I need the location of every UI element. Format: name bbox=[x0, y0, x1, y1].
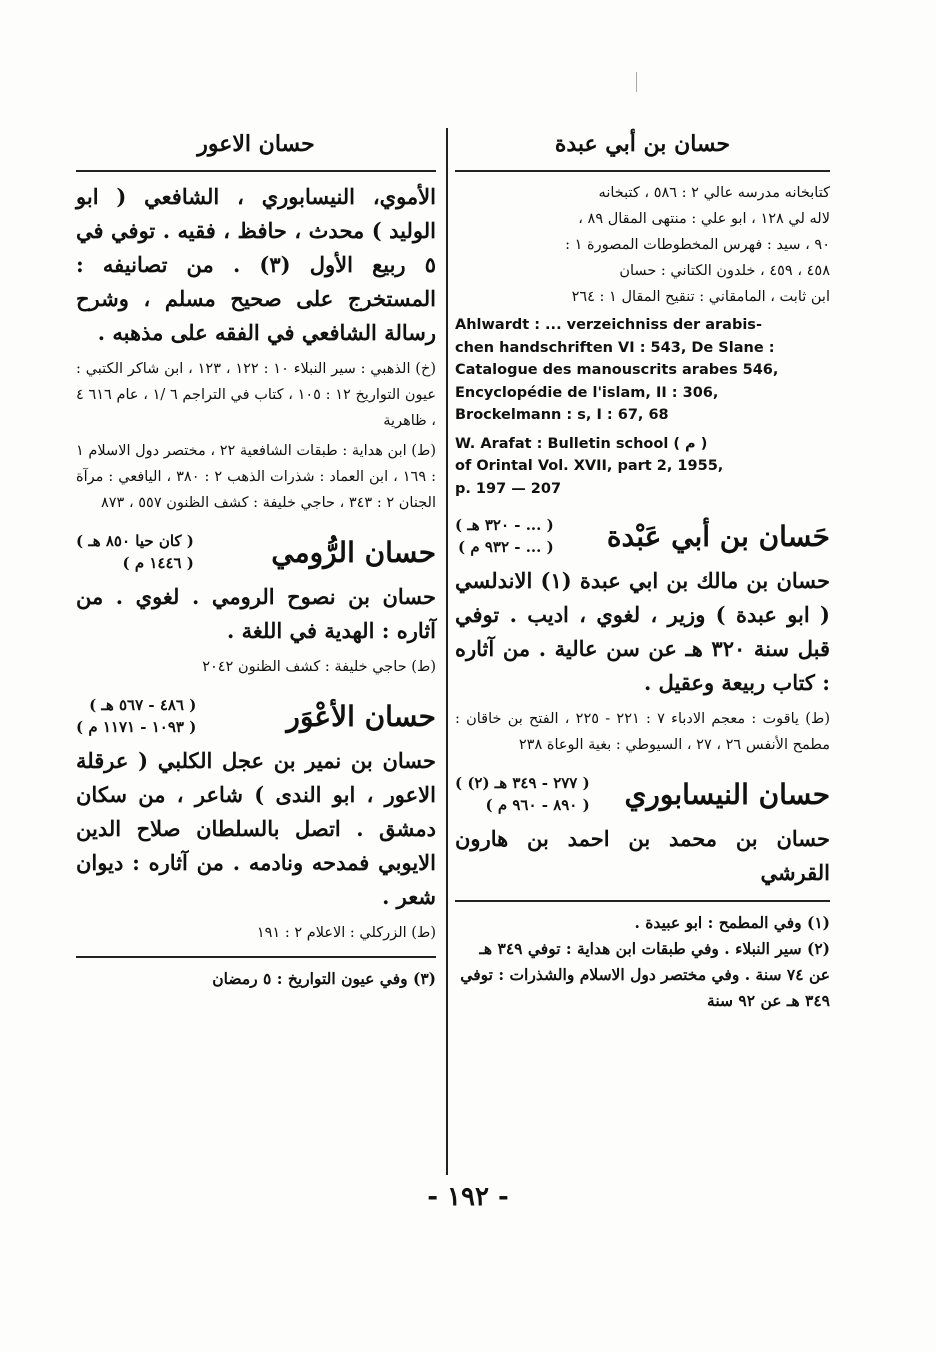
latin-ref-line: Encyclopédie de l'islam, II : 306, bbox=[455, 384, 719, 401]
footnote-rule bbox=[455, 900, 830, 902]
gregorian-dates: ( ١٠٩٣ - ١١٧١ م ) bbox=[76, 718, 197, 736]
latin-references bbox=[455, 314, 830, 427]
entry-heading bbox=[76, 530, 436, 574]
latin-ref-line: chen handschriften VI : 543, De Slane : bbox=[455, 339, 775, 356]
column-divider bbox=[446, 128, 448, 1175]
latin-ref-line: Brockelmann : s, I : 67, 68 bbox=[455, 407, 669, 423]
entry-body: حسان بن محمد بن احمد بن هارون القرشي bbox=[455, 826, 830, 885]
ref-line: ٤٥٨ ، ٤٥٩ ، خلدون الكتاني : حسان bbox=[619, 263, 830, 279]
scan-mark bbox=[636, 72, 637, 92]
entry-dates bbox=[455, 514, 554, 558]
continuation-body: الأموي، النيسابوري ، الشافعي ( ابو الوليد ) محدث ، حافظ ، فقيه . توفي في ٥ ربيع الأول (٣) . من تصانيفه : المستخرج على صحيح مسلم ، وشرح رسالة الشافعي في الفقه على مذهبه . bbox=[76, 184, 436, 345]
references: (خ) الذهبي : سير النبلاء ١٠ : ١٢٢ ، ١٢٣ ، ابن شاكر الكتبي : عيون التواريخ ١٢ : ١٠٥ ، كتاب في التراجم ٦ /١ ، عام ٦١٦ ٤ ، ظاهرية bbox=[76, 361, 437, 429]
ref-line: ابن ثابت ، المامقاني : تنقيح المقال ١ : ٢٦٤ bbox=[571, 289, 830, 305]
entry-body: حسان بن نمير بن عجل الكلبي ( عرقلة الاعور ، ابو الندى ) شاعر ، من سكان دمشق . اتصل بالسلطان صلاح الدين الايوبي فمدحه ونادمه . من آثاره : ديوان شعر . bbox=[76, 748, 436, 909]
footnote: (٣) وفي عيون التواريخ : ٥ رمضان bbox=[212, 969, 436, 988]
entry-name: حسان النيسابوري bbox=[624, 777, 830, 811]
right-column bbox=[455, 118, 830, 1014]
footnote-rule bbox=[76, 956, 436, 958]
latin-references-2 bbox=[455, 433, 830, 501]
latin-ref-line: Catalogue des manouscrits arabes 546, bbox=[455, 362, 779, 378]
entry-references: (ط) ياقوت : معجم الادباء ٧ : ٢٢١ - ٢٢٥ ، الفتح بن خاقان : مطمح الأنفس ٢٦ ، ٢٧ ، السيوطي : بغية الوعاة ٢٣٨ bbox=[455, 711, 830, 753]
entry-name: حَسان بن أبي عَبْدة bbox=[606, 519, 830, 553]
ref-line: ٩٠ ، سيد : فهرس المخطوطات المصورة ١ : bbox=[565, 237, 830, 253]
latin-ref-line: of Orintal Vol. XVII, part 2, 1955, bbox=[455, 458, 724, 474]
entry-references: (ط) الزركلي : الاعلام ٢ : ١٩١ bbox=[256, 925, 436, 941]
hijri-dates: ( كان حيا ٨٥٠ هـ ) bbox=[76, 532, 194, 550]
header-rule bbox=[76, 170, 436, 172]
hijri-dates: ( ... - ٣٢٠ هـ ) bbox=[455, 516, 554, 534]
page-number: - ١٩٢ - bbox=[427, 1182, 509, 1212]
ref-line: كتابخانه مدرسه عالي ٢ : ٥٨٦ ، كتبخانه bbox=[598, 185, 830, 201]
gregorian-dates: ( ... - ٩٣٢ م ) bbox=[458, 538, 554, 556]
continuation-references bbox=[455, 180, 830, 310]
entry-dates bbox=[76, 530, 194, 574]
header-rule bbox=[455, 170, 830, 172]
latin-ref-line: Ahlwardt : ... verzeichniss der arabis- bbox=[455, 317, 762, 333]
footnote: (٢) سير النبلاء . وفي طبقات ابن هداية : توفي ٣٤٩ هـ عن ٧٤ سنة . وفي مختصر دول الاسلام والشذرات : توفي ٣٤٩ هـ عن ٩٢ سنة bbox=[460, 939, 830, 1010]
references: (ط) ابن هداية : طبقات الشافعية ٢٢ ، مختصر دول الاسلام ١ : ١٦٩ ، ابن العماد : شذرات الذهب ٢ : ٣٨٠ ، اليافعي : مرآة الجنان ٢ : ٣٤٣ ، حاجي خليفة : كشف الظنون ٥٥٧ ، ٨٧٣ bbox=[76, 443, 436, 511]
entry-heading bbox=[455, 514, 830, 558]
hijri-dates: ( ٢٧٧ - ٣٤٩ هـ (٢) ) bbox=[455, 774, 590, 792]
entry-body: حسان بن مالك بن ابي عبدة (١) الاندلسي ( ابو عبدة ) وزير ، لغوي ، اديب . توفي قبل سنة ٣٢٠ هـ عن سن عالية . من آثاره : كتاب ربيعة وعقيل . bbox=[455, 568, 830, 695]
left-running-header: حسان الاعور bbox=[197, 131, 315, 157]
latin-ref-line: p. 197 — 207 bbox=[455, 480, 562, 497]
entry-references: (ط) حاجي خليفة : كشف الظنون ٢٠٤٢ bbox=[202, 659, 436, 675]
gregorian-dates: ( ٨٩٠ - ٩٦٠ م ) bbox=[485, 796, 590, 814]
ref-line: لاله لي ١٢٨ ، ابو علي : منتهى المقال ٨٩ ، bbox=[578, 211, 830, 227]
entry-name: حسان الأعْوَر bbox=[286, 699, 436, 733]
entry-dates bbox=[455, 772, 590, 816]
left-column bbox=[76, 118, 436, 992]
gregorian-dates: ( ١٤٤٦ م ) bbox=[122, 554, 194, 572]
hijri-dates: ( ٤٨٦ - ٥٦٧ هـ ) bbox=[89, 696, 197, 714]
entry-heading bbox=[76, 694, 436, 738]
footnote: (١) وفي المطمح : ابو عبيدة . bbox=[634, 913, 830, 932]
entry-name: حسان الرُّومي bbox=[271, 535, 436, 569]
entry-dates bbox=[76, 694, 196, 738]
latin-ref-line: W. Arafat : Bulletin school ( م ) bbox=[455, 435, 708, 452]
entry-heading bbox=[455, 772, 830, 816]
entry-body: حسان بن نصوح الرومي . لغوي . من آثاره : الهدية في اللغة . bbox=[76, 584, 436, 643]
right-running-header: حسان بن أبي عبدة bbox=[554, 131, 731, 157]
